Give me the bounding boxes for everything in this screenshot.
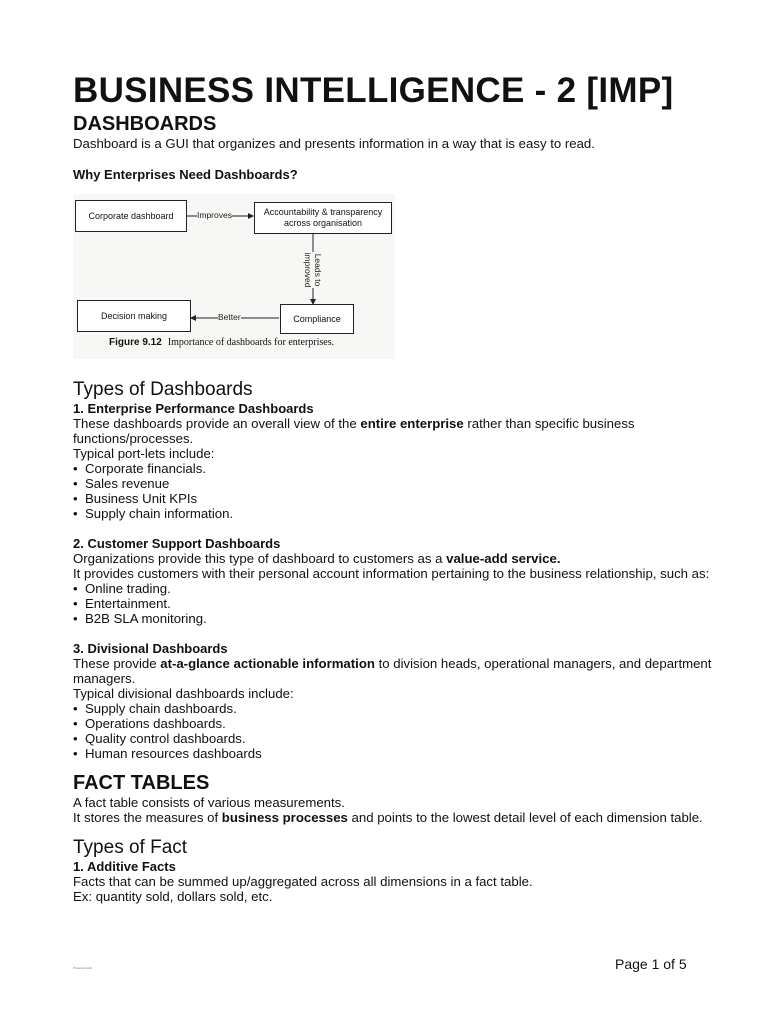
list-item: • Business Unit KPIs — [73, 491, 713, 506]
customer-dashboards-desc2: It provides customers with their personal account information pertaining to the business relationship, such as: — [73, 566, 710, 581]
fact-tables-heading: FACT TABLES — [73, 772, 210, 794]
list-item: • Human resources dashboards — [73, 746, 713, 761]
improves-label: Improves — [197, 210, 232, 220]
better-label: Better — [218, 312, 241, 322]
compliance-box: Compliance — [280, 304, 354, 334]
types-of-dashboards-heading: Types of Dashboards — [73, 379, 253, 400]
why-dashboards-heading: Why Enterprises Need Dashboards? — [73, 167, 298, 182]
list-item: • B2B SLA monitoring. — [73, 611, 713, 626]
additive-facts-desc: Facts that can be summed up/aggregated across all dimensions in a fact table. — [73, 874, 533, 889]
divisional-typical-label: Typical divisional dashboards include: — [73, 686, 294, 701]
list-item: • Quality control dashboards. — [73, 731, 713, 746]
additive-facts-example: Ex: quantity sold, dollars sold, etc. — [73, 889, 273, 904]
corporate-dashboard-box: Corporate dashboard — [75, 200, 187, 232]
list-item: • Sales revenue — [73, 476, 713, 491]
list-item: • Entertainment. — [73, 596, 713, 611]
dashboards-heading: DASHBOARDS — [73, 113, 217, 135]
figure-number: Figure 9.12 — [109, 337, 162, 348]
list-item: • Online trading. — [73, 581, 713, 596]
enterprise-dashboards-desc: These dashboards provide an overall view of the entire enterprise rather than specific business functions/processes. — [73, 416, 635, 446]
fact-tables-line1: A fact table consists of various measurements. — [73, 795, 345, 810]
types-of-fact-heading: Types of Fact — [73, 837, 188, 858]
additive-facts-title: 1. Additive Facts — [73, 859, 176, 874]
accountability-box: Accountability & transparency across organisation — [254, 202, 392, 234]
fact-tables-line2: It stores the measures of business processes and points to the lowest detail level of each dimension table. — [73, 810, 703, 825]
figure-caption — [109, 337, 334, 348]
customer-dashboards-list — [73, 581, 713, 626]
footer-watermark: Protected with — [73, 966, 93, 970]
list-item: • Supply chain dashboards. — [73, 701, 713, 716]
list-item: • Supply chain information. — [73, 506, 713, 521]
dashboard-importance-figure — [73, 194, 395, 359]
divisional-dashboards-list — [73, 701, 713, 761]
list-item: • Operations dashboards. — [73, 716, 713, 731]
page-number: Page 1 of 5 — [615, 956, 687, 972]
document-title: BUSINESS INTELLIGENCE - 2 [IMP] — [73, 71, 674, 110]
enterprise-portlets-list — [73, 461, 713, 521]
customer-dashboards-desc: Organizations provide this type of dashboard to customers as a value-add service. — [73, 551, 561, 566]
document-page — [73, 70, 713, 904]
leads-to-label: Leads to improved — [303, 252, 323, 288]
list-item: • Corporate financials. — [73, 461, 713, 476]
divisional-dashboards-desc: These provide at-a-glance actionable information to division heads, operational managers, and department managers. — [73, 656, 712, 686]
enterprise-typical-label: Typical port-lets include: — [73, 446, 215, 461]
decision-making-box: Decision making — [77, 300, 191, 332]
divisional-dashboards-title: 3. Divisional Dashboards — [73, 641, 228, 656]
enterprise-dashboards-title: 1. Enterprise Performance Dashboards — [73, 401, 314, 416]
figure-caption-text: Importance of dashboards for enterprises. — [167, 337, 335, 348]
dashboard-definition: Dashboard is a GUI that organizes and presents information in a way that is easy to read. — [73, 136, 595, 151]
customer-dashboards-title: 2. Customer Support Dashboards — [73, 536, 281, 551]
